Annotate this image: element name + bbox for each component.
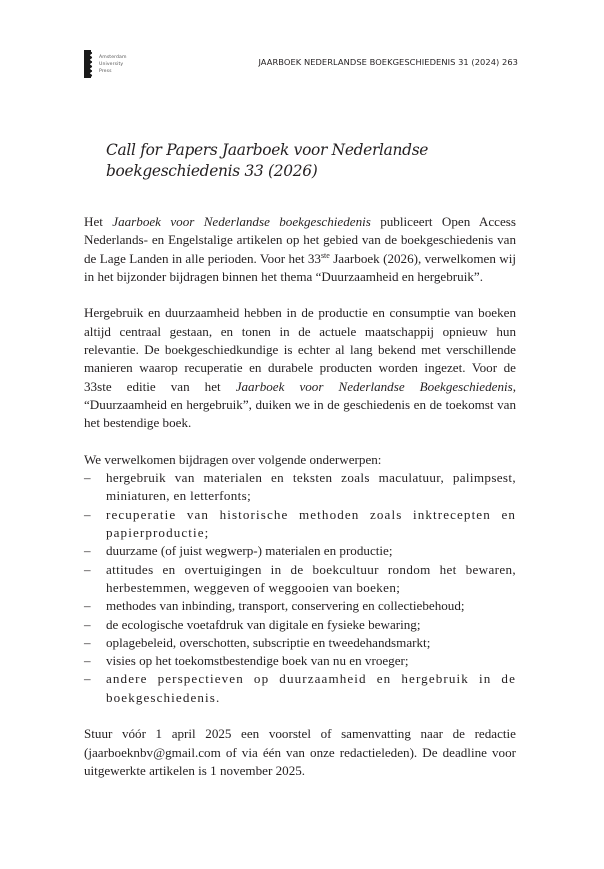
publisher-name-line: University bbox=[99, 62, 124, 67]
text-span: Het bbox=[84, 214, 113, 229]
dash-bullet: – bbox=[84, 506, 91, 522]
journal-title-italic: Jaarboek voor Nederlandse Boekgeschiedenis bbox=[235, 378, 513, 394]
list-item-text: duurzame (of juist wegwerp-) materialen en productie; bbox=[106, 543, 393, 559]
intro-paragraph bbox=[84, 213, 516, 286]
title-line-2: boekgeschiedenis 33 (2026) bbox=[106, 162, 318, 180]
ordinal-superscript: ste bbox=[320, 250, 330, 260]
text-span: Jaarboek (2026), verwelkomen wij in het bijzonder bijdragen binnen het thema “Duurzaamheid en hergebruik”. bbox=[84, 250, 516, 284]
topics-intro: We verwelkomen bijdragen over volgende onderwerpen: bbox=[84, 451, 382, 467]
dash-bullet: – bbox=[84, 598, 91, 614]
dash-bullet: – bbox=[84, 543, 91, 559]
publisher-name bbox=[99, 54, 127, 75]
dash-bullet: – bbox=[84, 616, 91, 632]
list-item-text: andere perspectieven op duurzaamheid en hergebruik in de boekgeschiedenis. bbox=[106, 671, 516, 705]
list-item-text: de ecologische voetafdruk van digitale en fysieke bewaring; bbox=[106, 616, 421, 632]
list-item bbox=[84, 542, 516, 560]
list-item bbox=[84, 670, 516, 707]
list-item-text: recuperatie van historische methoden zoals inktrecepten en papierproductie; bbox=[106, 506, 516, 541]
dash-bullet: – bbox=[84, 470, 91, 486]
dash-bullet: – bbox=[84, 561, 91, 577]
closing-paragraph: Stuur vóór 1 april 2025 een voorstel of samenvatting naar de redactie (jaarboeknbv@gmail.com of via één van onze redactieleden). De deadline voor uitgewerkte artikelen is 1 november 2025. bbox=[84, 726, 516, 778]
publisher-name-line: Press bbox=[99, 69, 112, 74]
perforated-bar-logo-icon bbox=[84, 50, 93, 78]
list-item bbox=[84, 597, 516, 615]
theme-paragraph bbox=[84, 304, 516, 432]
text-span: Hergebruik en duurzaamheid hebben in de productie en consumptie van boeken altijd centraal gestaan, en tonen in de actuele maatschappij opnieuw hun relevantie. De boekgeschiedkundige is echter al lang bekend met verschillende manieren waarop recuperatie en durabele producten worden ingezet. Voor de 33ste editie van het bbox=[84, 305, 516, 394]
list-item bbox=[84, 561, 516, 598]
list-item bbox=[84, 469, 516, 506]
list-item-text: visies op het toekomstbestendige boek van nu en vroeger; bbox=[106, 653, 409, 669]
text-span: publiceert Open Access Nederlands- en Engelstalige artikelen op het gebied van de boekgeschiedenis van de Lage Landen in alle perioden. Voor het 33 bbox=[84, 214, 516, 266]
publisher-name-line: Amsterdam bbox=[99, 55, 127, 60]
title-line-1: Call for Papers Jaarboek voor Nederlandse bbox=[106, 141, 429, 159]
list-item-text: attitudes en overtuigingen in de boekcultuur rondom het bewaren, herbestemmen, weggeven of weggooien van boeken; bbox=[106, 561, 516, 595]
list-item bbox=[84, 634, 516, 652]
publisher-logo bbox=[84, 50, 127, 78]
topics-list bbox=[84, 469, 516, 707]
list-item-text: oplagebeleid, overschotten, subscriptie en tweedehandsmarkt; bbox=[106, 634, 431, 650]
list-item-text: methodes van inbinding, transport, conservering en collectiebehoud; bbox=[106, 598, 465, 614]
body-text bbox=[84, 213, 516, 780]
list-item bbox=[84, 616, 516, 634]
journal-title-italic: Jaarboek voor Nederlandse boekgeschiedenis bbox=[112, 214, 371, 229]
dash-bullet: – bbox=[84, 671, 91, 687]
page-title bbox=[106, 140, 446, 182]
dash-bullet: – bbox=[84, 634, 91, 650]
running-head: JAARBOEK NEDERLANDSE BOEKGESCHIEDENIS 31 (2024) 263 bbox=[258, 57, 518, 67]
list-item bbox=[84, 652, 516, 670]
list-item bbox=[84, 506, 516, 543]
topics-section bbox=[84, 451, 516, 707]
list-item-text: hergebruik van materialen en teksten zoals maculatuur, palimpsest, miniaturen, en letterfonts; bbox=[106, 470, 516, 504]
text-span: , “Duurzaamheid en hergebruik”, duiken we in de geschiedenis en de toekomst van het bestendige boek. bbox=[84, 378, 517, 431]
dash-bullet: – bbox=[84, 653, 91, 669]
